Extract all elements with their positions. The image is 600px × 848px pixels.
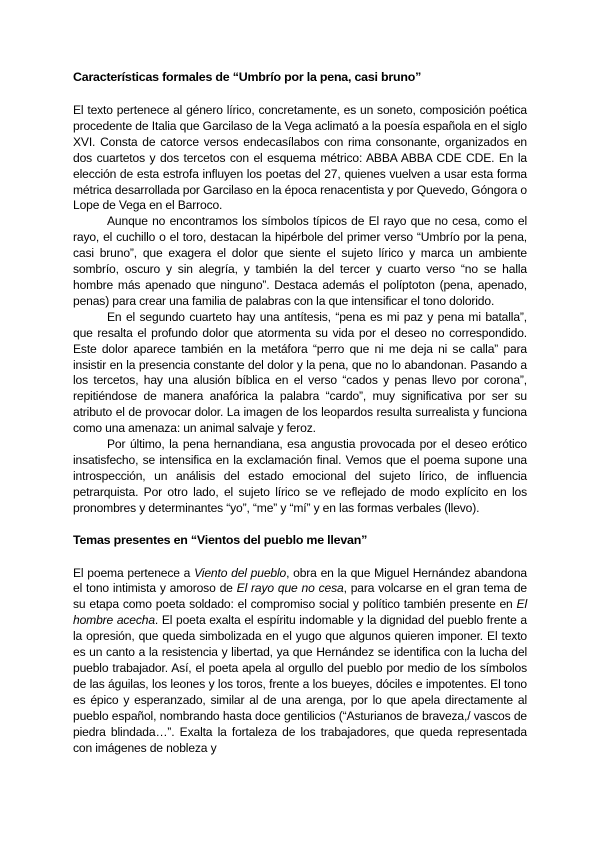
italic-title-el-hombre-acecha: El hombre acecha (73, 597, 527, 628)
paragraph-2: Aunque no encontramos los símbolos típicos de El rayo que no cesa, como el rayo, el cuchillo o el toro, destacan la hipérbole del primer verso “Umbrío por la pena, casi bruno”, que exagera el dolor que siente el sujeto lírico y marca un ambiente sombrío, oscuro y sin alegría, y también la del tercer y cuarto verso “no se halla hombre más apenado que ninguno”. Destaca además el políptoton (pena, apenado, penas) para crear una familia de palabras con la que intensificar el tono dolorido. (73, 214, 527, 308)
italic-title-viento-del-pueblo: Viento del pueblo (194, 565, 287, 580)
paragraph-4: Por último, la pena hernandiana, esa angustia provocada por el deseo erótico insatisfecho, se intensifica en la exclamación final. Vemos que el poema supone una introspección, un análisis del estado emocional del sujeto lírico, de influencia petrarquista. Por otro lado, el sujeto lírico se ve reflejado de modo explícito en los pronombres y determinantes “yo”, “me” y “mí” y en las formas verbales (llevo). (73, 437, 527, 515)
paragraph-5 (73, 566, 527, 757)
italic-title-el-rayo-que-no-cesa: El rayo que no cesa (236, 581, 344, 596)
section-title-themes: Temas presentes en “Vientos del pueblo me llevan” (73, 532, 368, 547)
paragraph-3: En el segundo cuarteto hay una antítesis, “pena es mi paz y pena mi batalla”, que resalta el profundo dolor que atormenta su vida por el deseo no correspondido. Este dolor aparece también en la metáfora “perro que ni me deja ni se calla” para insistir en la presencia constante del dolor y la pena, que no lo abandonan. Pasando a los tercetos, hay una alusión bíblica en el verso “cados y penas llevo por corona”, repitiéndose de manera anafórica la palabra “cardo”, muy significativa por ser su atributo el de provocar dolor. La imagen de los leopardos resulta surrealista y funciona como una amenaza: un animal salvaje y feroz. (73, 309, 527, 436)
text-segment: El poema pertenece a (73, 565, 195, 580)
text-segment: , obra en la que Miguel Hernández abandona el tono intimista y amoroso de (73, 565, 527, 596)
section-title-formal-features: Características formales de “Umbrío por la pena, casi bruno” (73, 70, 422, 84)
text-segment: . El poeta exalta el espíritu indomable y la dignidad del pueblo frente a la opresión, que queda simbolizada en el yugo que algunos quieren imponer. El texto es un canto a la resistencia y libertad, ya que Hernández se identifica con la lucha del pueblo trabajador. Así, el poeta apela al orgullo del pueblo por medio de los símbolos de las águilas, los leones y los toros, frente a los bueyes, dóciles e impotentes. El tono es épico y esperanzado, similar al de una arenga, por lo que apela directamente al pueblo español, nombrando hasta doce gentilicios (“Asturianos de braveza,/ vascos de piedra blindada…”. Exalta la fortaleza de los trabajadores, que queda representada con imágenes de nobleza y (73, 613, 527, 755)
paragraph-1: El texto pertenece al género lírico, concretamente, es un soneto, composición poética procedente de Italia que Garcilaso de la Vega aclimató a la poesía española en el siglo XVI. Consta de catorce versos endecasílabos con rima consonante, organizados en dos cuartetos y dos tercetos con el esquema métrico: ABBA ABBA CDE CDE. En la elección de esta estrofa influyen los poetas del 27, quienes vuelven a usar esta forma métrica desarrollada por Garcilaso en la época renacentista y por Quevedo, Góngora o Lope de Vega en el Barroco. (73, 103, 527, 213)
text-segment: , para volcarse en el gran tema de su etapa como poeta soldado: el compromiso social y político también presente en (73, 581, 527, 612)
